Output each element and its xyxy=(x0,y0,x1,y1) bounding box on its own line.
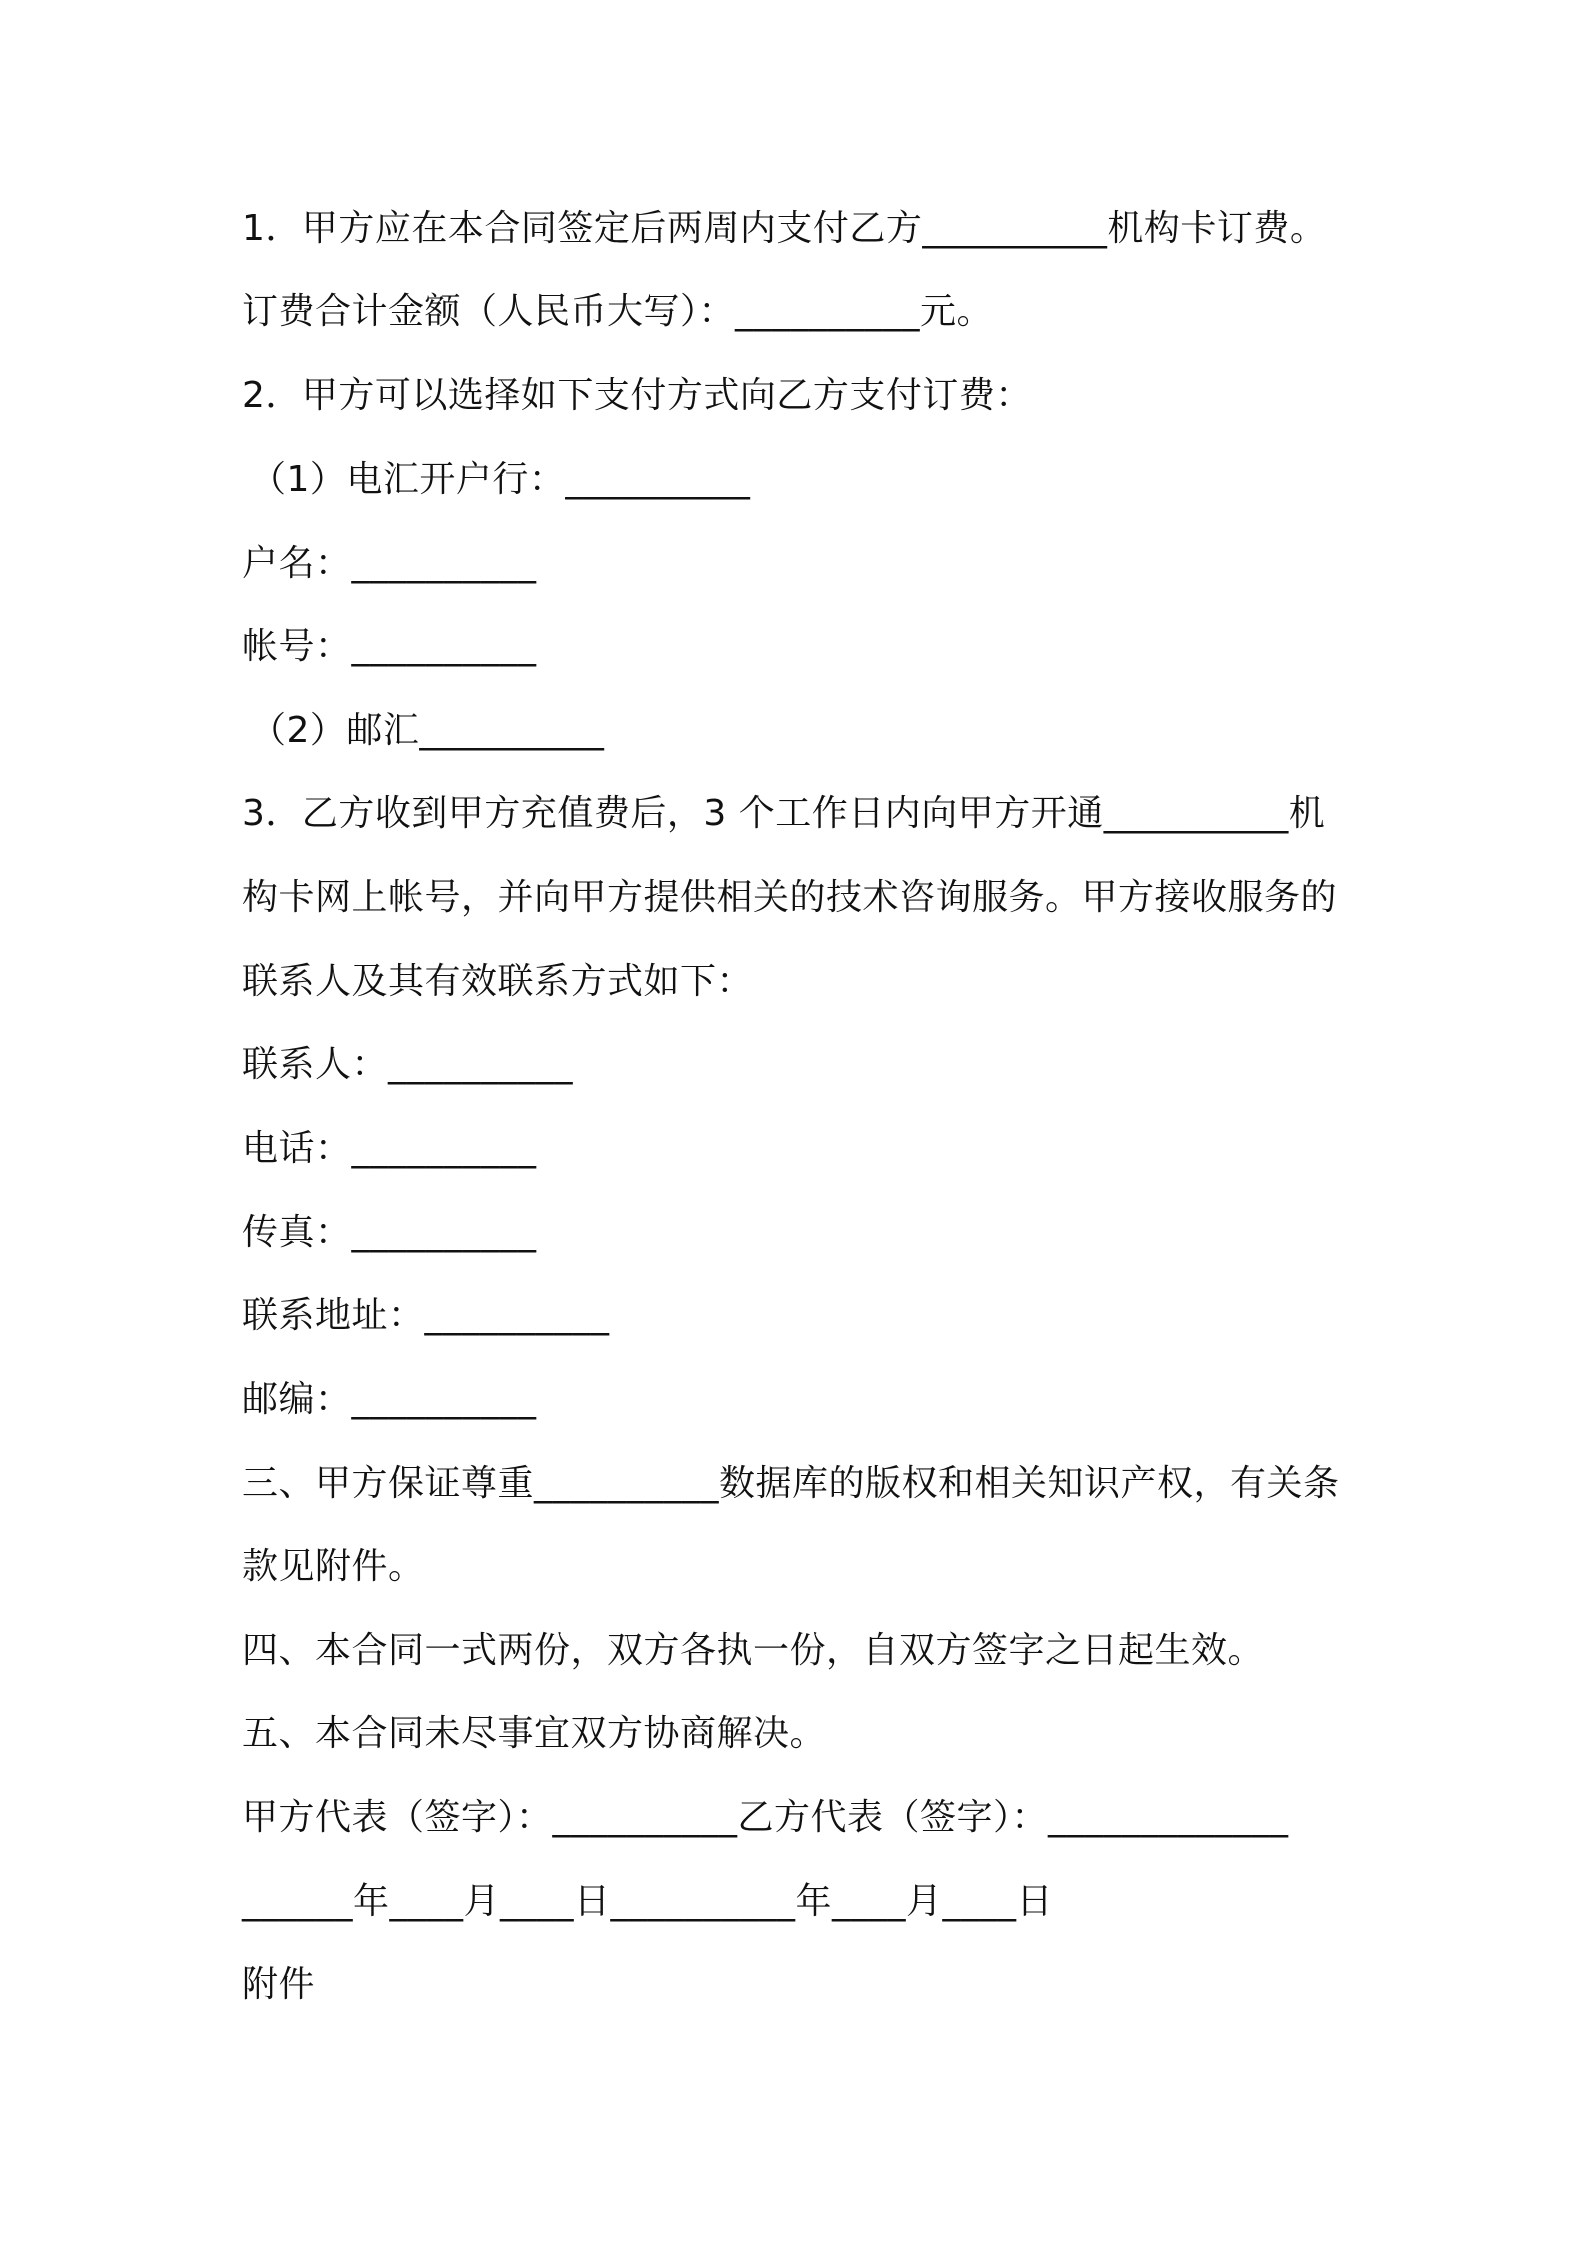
wire-transfer-bank: （1）电汇开户行：__________ xyxy=(250,459,751,500)
total-amount-line: 订费合计金额（人民币大写）：__________元。 xyxy=(242,291,994,332)
section-3-line-2: 款见附件。 xyxy=(242,1546,425,1587)
account-name: 户名：__________ xyxy=(242,543,537,584)
postal-code: 邮编：__________ xyxy=(242,1379,537,1420)
section-4: 四、本合同一式两份，双方各执一份，自双方签字之日起生效。 xyxy=(242,1630,1265,1671)
clause-3-line-1: 3．乙方收到甲方充值费后，3 个工作日内向甲方开通__________机 xyxy=(242,793,1326,834)
contact-phone: 电话：__________ xyxy=(242,1128,537,1169)
date-line: ______年____月____日__________年____月____日 xyxy=(242,1881,1054,1922)
postal-remittance: （2）邮汇__________ xyxy=(250,710,605,751)
clause-3-line-3: 联系人及其有效联系方式如下： xyxy=(242,961,754,1002)
contact-fax: 传真：__________ xyxy=(242,1212,537,1253)
clause-2-payment-methods: 2．甲方可以选择如下支付方式向乙方支付订费： xyxy=(242,375,1032,416)
contact-address: 联系地址：__________ xyxy=(242,1295,610,1336)
account-number: 帐号：__________ xyxy=(242,626,537,667)
signature-line: 甲方代表（签字）：__________乙方代表（签字）：_____________ xyxy=(242,1797,1289,1838)
appendix-heading: 附件 xyxy=(242,1964,316,2005)
section-5: 五、本合同未尽事宜双方协商解决。 xyxy=(242,1713,827,1754)
clause-3-line-2: 构卡网上帐号，并向甲方提供相关的技术咨询服务。甲方接收服务的 xyxy=(242,877,1338,918)
section-3-line-1: 三、甲方保证尊重__________数据库的版权和相关知识产权，有关条 xyxy=(242,1463,1340,1504)
contact-person: 联系人：__________ xyxy=(242,1044,574,1085)
clause-1-payment: 1．甲方应在本合同签定后两周内支付乙方__________机构卡订费。 xyxy=(242,208,1327,249)
